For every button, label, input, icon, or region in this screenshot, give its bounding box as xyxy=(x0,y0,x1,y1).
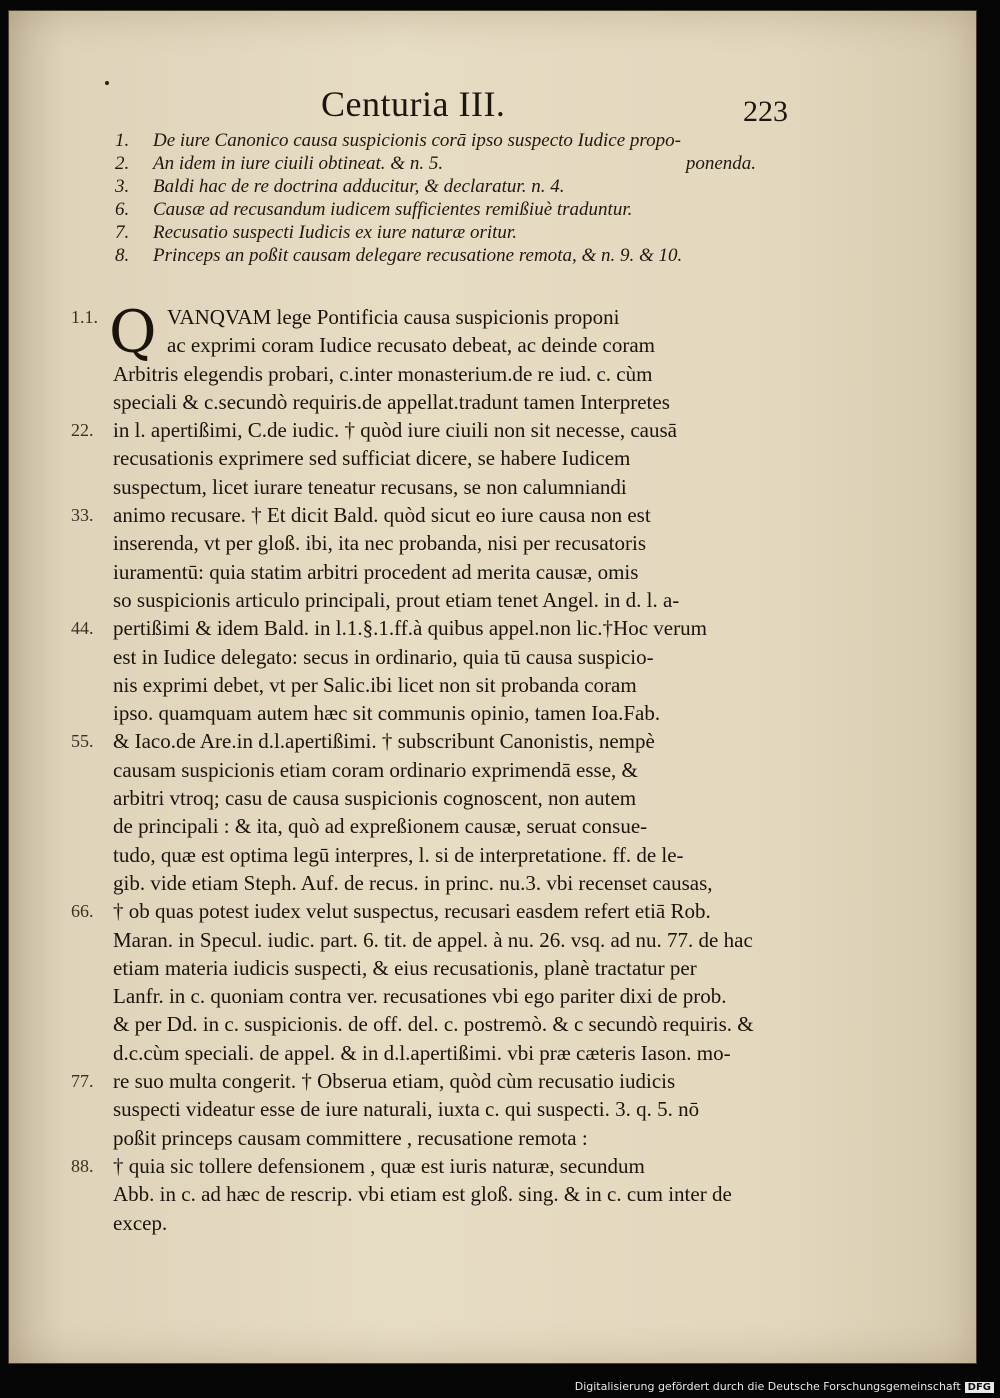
summary-tail: ponenda. xyxy=(685,153,756,174)
line-text: inserenda, vt per gloß. ibi, ita nec probanda, nisi per recusatoris xyxy=(113,531,646,556)
summary-number: 2. xyxy=(115,153,130,174)
text-line xyxy=(9,699,976,727)
line-text: Lanfr. in c. quoniam contra ver. recusationes vbi ego pariter dixi de prob. xyxy=(113,984,727,1009)
text-line xyxy=(9,1152,976,1180)
text-line xyxy=(9,388,976,416)
book-page xyxy=(8,10,977,1364)
line-text: so suspicionis articulo principali, prout etiam tenet Angel. in d. l. a- xyxy=(113,587,680,612)
line-text: & per Dd. in c. suspicionis. de off. del. c. postremò. & c secundò requiris. & xyxy=(113,1012,754,1037)
text-line xyxy=(9,897,976,925)
line-text: ac exprimi coram Iudice recusato debeat, ac deinde coram xyxy=(167,333,655,358)
text-line xyxy=(9,360,976,388)
summary-number: 7. xyxy=(115,222,130,243)
line-text: est in Iudice delegato: secus in ordinario, quia tū causa suspicio- xyxy=(113,644,654,669)
line-text: poßit princeps causam committere , recusatione remota : xyxy=(113,1125,588,1150)
line-text: VANQVAM lege Pontificia causa suspicionis proponi xyxy=(167,305,620,329)
line-text: arbitri vtroq; casu de causa suspicionis cognoscent, non autem xyxy=(113,786,637,811)
text-line xyxy=(9,444,976,472)
drop-initial: Q xyxy=(109,298,157,366)
line-text: Arbitris elegendis probari, c.inter monasterium.de re iud. c. cùm xyxy=(113,361,653,386)
text-line xyxy=(9,1010,976,1038)
text-line xyxy=(9,869,976,897)
text-line xyxy=(9,954,976,982)
text-line xyxy=(9,1039,976,1067)
summary-text: Recusatio suspecti Iudicis ex iure naturæ oritur. xyxy=(153,222,517,243)
digitization-credit xyxy=(575,1380,994,1396)
line-text: causam suspicionis etiam coram ordinario exprimendā esse, & xyxy=(113,757,638,782)
text-line xyxy=(9,1180,976,1208)
line-text: iuramentū: quia statim arbitri procedent ad merita causæ, omis xyxy=(113,559,639,584)
text-line xyxy=(9,926,976,954)
summary-text: Baldi hac de re doctrina adducitur, & declaratur. n. 4. xyxy=(153,176,565,197)
line-text: † ob quas potest iudex velut suspectus, recusari easdem refert etiā Rob. xyxy=(113,899,711,924)
summary-line xyxy=(9,198,976,221)
running-title: Centuria III. xyxy=(321,84,506,124)
line-text: in l. apertißimi, C.de iudic. † quòd iure ciuili non sit necesse, causā xyxy=(113,418,677,443)
text-line xyxy=(9,812,976,840)
line-text: de principali : & ita, quò ad expreßionem causæ, seruat consue- xyxy=(113,814,648,839)
text-line xyxy=(9,756,976,784)
line-text: tudo, quæ est optima legū interpres, l. si de interpretatione. ff. de le- xyxy=(113,842,684,867)
line-text: Abb. in c. ad hæc de rescrip. vbi etiam est gloß. sing. & in c. cum inter de xyxy=(113,1182,732,1207)
summary-line xyxy=(9,244,976,267)
summary-text: An idem in iure ciuili obtineat. & n. 5. xyxy=(153,153,444,174)
text-line xyxy=(9,1124,976,1152)
line-text: Maran. in Specul. iudic. part. 6. tit. de appel. à nu. 26. vsq. ad nu. 77. de hac xyxy=(113,927,753,952)
line-text: d.c.cùm speciali. de appel. & in d.l.apertißimi. vbi præ cæteris Iason. mo- xyxy=(113,1040,731,1065)
line-text: & Iaco.de Are.in d.l.apertißimi. † subscribunt Canonistis, nempè xyxy=(113,729,655,754)
margin-number: 55. xyxy=(71,731,94,752)
summary-line xyxy=(9,152,976,175)
summary-text: Princeps an poßit causam delegare recusatione remota, & n. 9. & 10. xyxy=(153,245,683,266)
body-text xyxy=(9,298,976,1237)
line-text: etiam materia iudicis suspecti, & eius recusationis, planè tractatur per xyxy=(113,955,697,980)
margin-number: 88. xyxy=(71,1155,94,1176)
line-text: animo recusare. † Et dicit Bald. quòd sicut eo iure causa non est xyxy=(113,503,651,528)
text-line xyxy=(9,643,976,671)
text-line xyxy=(9,529,976,557)
text-line xyxy=(9,841,976,869)
margin-number: 1.1. xyxy=(71,307,98,327)
line-text: speciali & c.secundò requiris.de appellat.tradunt tamen Interpretes xyxy=(113,389,670,414)
text-line xyxy=(9,303,976,331)
summary-list xyxy=(9,129,976,267)
margin-number: 44. xyxy=(71,618,94,639)
text-line xyxy=(9,982,976,1010)
line-text: pertißimi & idem Bald. in l.1.§.1.ff.à quibus appel.non lic.†Hoc verum xyxy=(113,616,707,641)
line-text: nis exprimi debet, vt per Salic.ibi licet non sit probanda coram xyxy=(113,672,637,697)
margin-number: 77. xyxy=(71,1071,94,1092)
summary-number: 8. xyxy=(115,245,130,266)
summary-text: Causæ ad recusandum iudicem sufficientes remißiuè traduntur. xyxy=(153,199,633,220)
text-line xyxy=(9,558,976,586)
summary-number: 6. xyxy=(115,199,130,220)
credit-text: Digitalisierung gefördert durch die Deutsche Forschungsgemeinschaft xyxy=(574,1380,961,1393)
text-line xyxy=(9,586,976,614)
margin-number: 66. xyxy=(71,901,94,922)
text-line xyxy=(9,1209,976,1237)
text-line xyxy=(9,331,976,359)
text-line xyxy=(9,416,976,444)
line-text: excep. xyxy=(113,1210,168,1235)
line-text: recusationis exprimere sed sufficiat dicere, se habere Iudicem xyxy=(113,446,631,471)
summary-line xyxy=(9,221,976,244)
summary-text: De iure Canonico causa suspicionis corā ipso suspecto Iudice propo- xyxy=(153,130,681,151)
summary-number: 3. xyxy=(115,176,130,197)
line-text: † quia sic tollere defensionem , quæ est iuris naturæ, secundum xyxy=(113,1153,645,1178)
margin-number: 33. xyxy=(71,505,94,526)
text-line xyxy=(9,671,976,699)
summary-number: 1. xyxy=(115,130,130,151)
dfg-logo: DFG xyxy=(965,1382,994,1393)
line-text: suspecti videatur esse de iure naturali, iuxta c. qui suspecti. 3. q. 5. nō xyxy=(113,1097,700,1122)
line-text: re suo multa congerit. † Obserua etiam, quòd cùm recusatio iudicis xyxy=(113,1069,676,1094)
text-line xyxy=(9,1095,976,1123)
page-number: 223 xyxy=(743,95,788,128)
text-line xyxy=(9,501,976,529)
line-text: ipso. quamquam autem hæc sit communis opinio, tamen Ioa.Fab. xyxy=(113,701,661,726)
line-text: gib. vide etiam Steph. Auf. de recus. in princ. nu.3. vbi recenset causas, xyxy=(113,870,713,895)
line-text: suspectum, licet iurare teneatur recusans, se non calumniandi xyxy=(113,474,627,499)
text-line xyxy=(9,1067,976,1095)
text-line xyxy=(9,784,976,812)
margin-number: 22. xyxy=(71,420,94,441)
text-line xyxy=(9,473,976,501)
text-line xyxy=(9,727,976,755)
page-header xyxy=(9,83,976,133)
summary-line xyxy=(9,175,976,198)
text-line xyxy=(9,614,976,642)
